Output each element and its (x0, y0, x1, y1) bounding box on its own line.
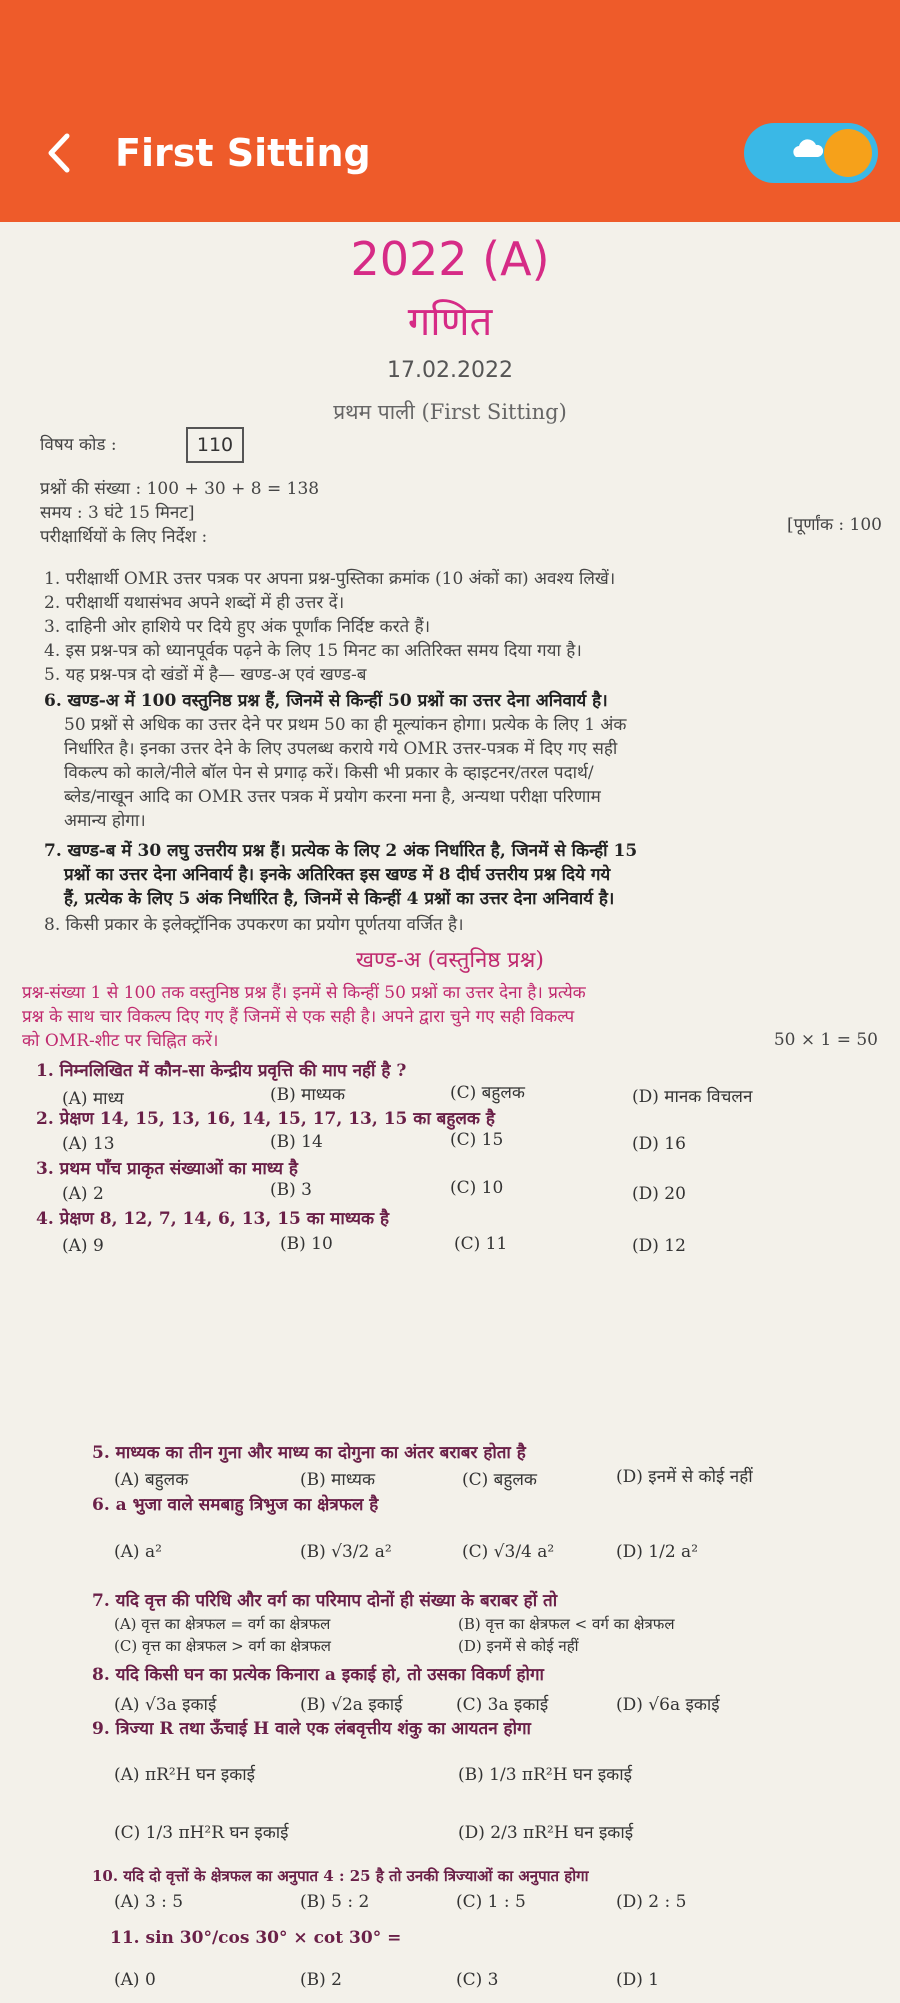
instruction-line: निर्धारित है। इनका उत्तर देने के लिए उपलब्ध कराये गये OMR उत्तर-पत्रक में दिए गए सही (64, 739, 618, 759)
question-text: 7. यदि वृत्त की परिधि और वर्ग का परिमाप दोनों ही संख्या के बराबर हों तो (92, 1591, 558, 1611)
day-night-toggle[interactable] (744, 123, 878, 183)
question-option: (B) 1/3 πR²H घन इकाई (458, 1765, 632, 1785)
question-option: (B) 3 (270, 1180, 312, 1200)
question-text: 6. a भुजा वाले समबाहु त्रिभुज का क्षेत्रफल है (92, 1495, 379, 1515)
question-option: (B) 14 (270, 1132, 323, 1152)
question-option: (C) √3/4 a² (462, 1542, 555, 1562)
question-option: (D) इनमें से कोई नहीं (616, 1467, 753, 1487)
question-text: 11. sin 30°/cos 30° × cot 30° = (110, 1928, 402, 1948)
instruction-line: अमान्य होगा। (64, 811, 146, 831)
question-option: (C) 3 (456, 1970, 499, 1990)
question-option: (D) 1 (616, 1970, 660, 1990)
instruction-line: विकल्प को काले/नीले बॉल पेन से प्रगाढ़ करें। किसी भी प्रकार के व्हाइटनर/तरल पदार्थ/ (64, 763, 594, 783)
app-bar (0, 0, 900, 222)
instruction-line: ब्लेड/नाखून आदि का OMR उत्तर पत्रक में प्रयोग करना मना है, अन्यथा परीक्षा परिणाम (64, 787, 601, 807)
section-title: खण्ड-अ (वस्तुनिष्ठ प्रश्न) (356, 948, 544, 973)
question-option: (B) वृत्त का क्षेत्रफल < वर्ग का क्षेत्रफल (458, 1615, 675, 1633)
section-note-line: प्रश्न के साथ चार विकल्प दिए गए हैं जिनमें से एक सही है। अपने द्वारा चुने गए सही विकल्प (22, 1007, 575, 1027)
question-text: 8. यदि किसी घन का प्रत्येक किनारा a इकाई हो, तो उसका विकर्ण होगा (92, 1665, 544, 1685)
question-option: (C) 3a इकाई (456, 1695, 549, 1715)
question-text: 3. प्रथम पाँच प्राकृत संख्याओं का माध्य है (36, 1159, 298, 1179)
instruction-line: 2. परीक्षार्थी यथासंभव अपने शब्दों में ही उत्तर दें। (44, 593, 345, 613)
question-option: (A) πR²H घन इकाई (114, 1765, 256, 1785)
instruction-line: 4. इस प्रश्न-पत्र को ध्यानपूर्वक पढ़ने के लिए 15 मिनट का अतिरिक्त समय दिया गया है। (44, 641, 582, 661)
subject-code: 110 (186, 427, 244, 463)
instruction-line: हैं, प्रत्येक के लिए 5 अंक निर्धारित है, जिनमें से किन्हीं 4 प्रश्नों का उत्तर देना अनिवार्य है। (64, 889, 615, 909)
instruction-line: प्रश्नों का उत्तर देना अनिवार्य है। इनके अतिरिक्त इस खण्ड में 8 दीर्घ उत्तरीय प्रश्न दिये गये (64, 865, 611, 885)
question-option: (B) माध्यक (270, 1085, 346, 1105)
question-option: (B) 2 (300, 1970, 342, 1990)
question-option: (A) बहुलक (114, 1470, 189, 1490)
question-option: (D) 1/2 a² (616, 1542, 699, 1562)
exam-subject: गणित (407, 299, 493, 345)
question-option: (C) 10 (450, 1178, 504, 1198)
question-option: (C) 15 (450, 1130, 504, 1150)
question-option: (A) 2 (62, 1184, 104, 1204)
question-option: (D) 2/3 πR²H घन इकाई (458, 1823, 634, 1843)
question-option: (A) 3 : 5 (114, 1892, 184, 1912)
instruction-line: 50 प्रश्नों से अधिक का उत्तर देने पर प्रथम 50 का ही मूल्यांकन होगा। प्रत्येक के लिए 1 अंक (64, 715, 627, 735)
question-option: (B) 10 (280, 1234, 333, 1254)
question-option: (A) a² (114, 1542, 162, 1562)
question-option: (A) 0 (114, 1970, 156, 1990)
question-option: (C) वृत्त का क्षेत्रफल > वर्ग का क्षेत्रफल (114, 1637, 331, 1655)
question-option: (C) बहुलक (462, 1470, 537, 1490)
question-option: (C) 1/3 πH²R घन इकाई (114, 1823, 289, 1843)
question-text: 5. माध्यक का तीन गुना और माध्य का दोगुना का अंतर बराबर होता है (92, 1443, 526, 1463)
exam-date: 17.02.2022 (387, 358, 513, 383)
question-option: (C) 11 (454, 1234, 508, 1254)
section-note-line: प्रश्न-संख्या 1 से 100 तक वस्तुनिष्ठ प्रश्न हैं। इनमें से किन्हीं 50 प्रश्नों का उत्तर देना है। प्रत्येक (22, 983, 586, 1003)
cloud-icon (788, 137, 824, 159)
exam-time: समय : 3 घंटे 15 मिनट] (40, 503, 195, 523)
question-option: (C) 1 : 5 (456, 1892, 526, 1912)
question-option: (A) माध्य (62, 1089, 124, 1109)
question-text: 10. यदि दो वृत्तों के क्षेत्रफल का अनुपात 4 : 25 है तो उनकी त्रिज्याओं का अनुपात होगा (92, 1867, 589, 1885)
question-text: 1. निम्नलिखित में कौन-सा केन्द्रीय प्रवृत्ति की माप नहीं है ? (36, 1061, 407, 1081)
sun-icon (824, 129, 872, 177)
question-text: 4. प्रेक्षण 8, 12, 7, 14, 6, 13, 15 का माध्यक है (36, 1209, 389, 1229)
question-option: (B) 5 : 2 (300, 1892, 370, 1912)
exam-paper-image (0, 222, 900, 2003)
question-text: 2. प्रेक्षण 14, 15, 13, 16, 14, 15, 17, 13, 15 का बहुलक है (36, 1109, 495, 1129)
subject-code-label: विषय कोड : (40, 435, 117, 455)
chevron-left-icon (45, 132, 71, 174)
question-option: (B) √2a इकाई (300, 1695, 403, 1715)
instruction-line: 8. किसी प्रकार के इलेक्ट्रॉनिक उपकरण का प्रयोग पूर्णतया वर्जित है। (44, 915, 464, 935)
question-option: (A) 9 (62, 1236, 104, 1256)
instruction-line: 3. दाहिनी ओर हाशिये पर दिये हुए अंक पूर्णांक निर्दिष्ट करते हैं। (44, 617, 431, 637)
back-button[interactable] (38, 128, 78, 178)
question-option: (A) √3a इकाई (114, 1695, 217, 1715)
page-title: First Sitting (115, 131, 371, 175)
question-option: (D) 2 : 5 (616, 1892, 687, 1912)
question-text: 9. त्रिज्या R तथा ऊँचाई H वाले एक लंबवृत्तीय शंकु का आयतन होगा (92, 1719, 531, 1739)
question-option: (D) 12 (632, 1236, 686, 1256)
question-option: (C) बहुलक (450, 1083, 525, 1103)
question-option: (D) इनमें से कोई नहीं (458, 1637, 579, 1655)
question-option: (A) 13 (62, 1134, 115, 1154)
question-option: (D) √6a इकाई (616, 1695, 720, 1715)
instruction-line: 5. यह प्रश्न-पत्र दो खंडों में है— खण्ड-अ एवं खण्ड-ब (44, 665, 367, 685)
question-count: प्रश्नों की संख्या : 100 + 30 + 8 = 138 (40, 479, 320, 499)
question-option: (D) 20 (632, 1184, 686, 1204)
section-marks: 50 × 1 = 50 (773, 1030, 878, 1050)
instruction-line: 7. खण्ड-ब में 30 लघु उत्तरीय प्रश्न हैं। प्रत्येक के लिए 2 अंक निर्धारित है, जिनमें से किन्हीं 15 (44, 841, 638, 861)
question-option: (A) वृत्त का क्षेत्रफल = वर्ग का क्षेत्रफल (114, 1615, 331, 1633)
section-note-line: को OMR-शीट पर चिह्नित करें। (22, 1031, 219, 1051)
exam-year: 2022 (A) (350, 232, 550, 286)
full-marks: [पूर्णांक : 100 (786, 515, 882, 535)
question-option: (D) मानक विचलन (632, 1087, 753, 1107)
instruction-line: 1. परीक्षार्थी OMR उत्तर पत्रक पर अपना प्रश्न-पुस्तिका क्रमांक (10 अंकों का) अवश्य लिखें। (44, 569, 616, 589)
instructions-title: परीक्षार्थियों के लिए निर्देश : (40, 527, 208, 547)
question-option: (B) √3/2 a² (300, 1542, 392, 1562)
question-option: (D) 16 (632, 1134, 686, 1154)
exam-sitting: प्रथम पाली (First Sitting) (333, 400, 567, 424)
question-option: (B) माध्यक (300, 1470, 376, 1490)
instruction-line: 6. खण्ड-अ में 100 वस्तुनिष्ठ प्रश्न हैं, जिनमें से किन्हीं 50 प्रश्नों का उत्तर देना अनिवार्य है। (44, 691, 608, 711)
